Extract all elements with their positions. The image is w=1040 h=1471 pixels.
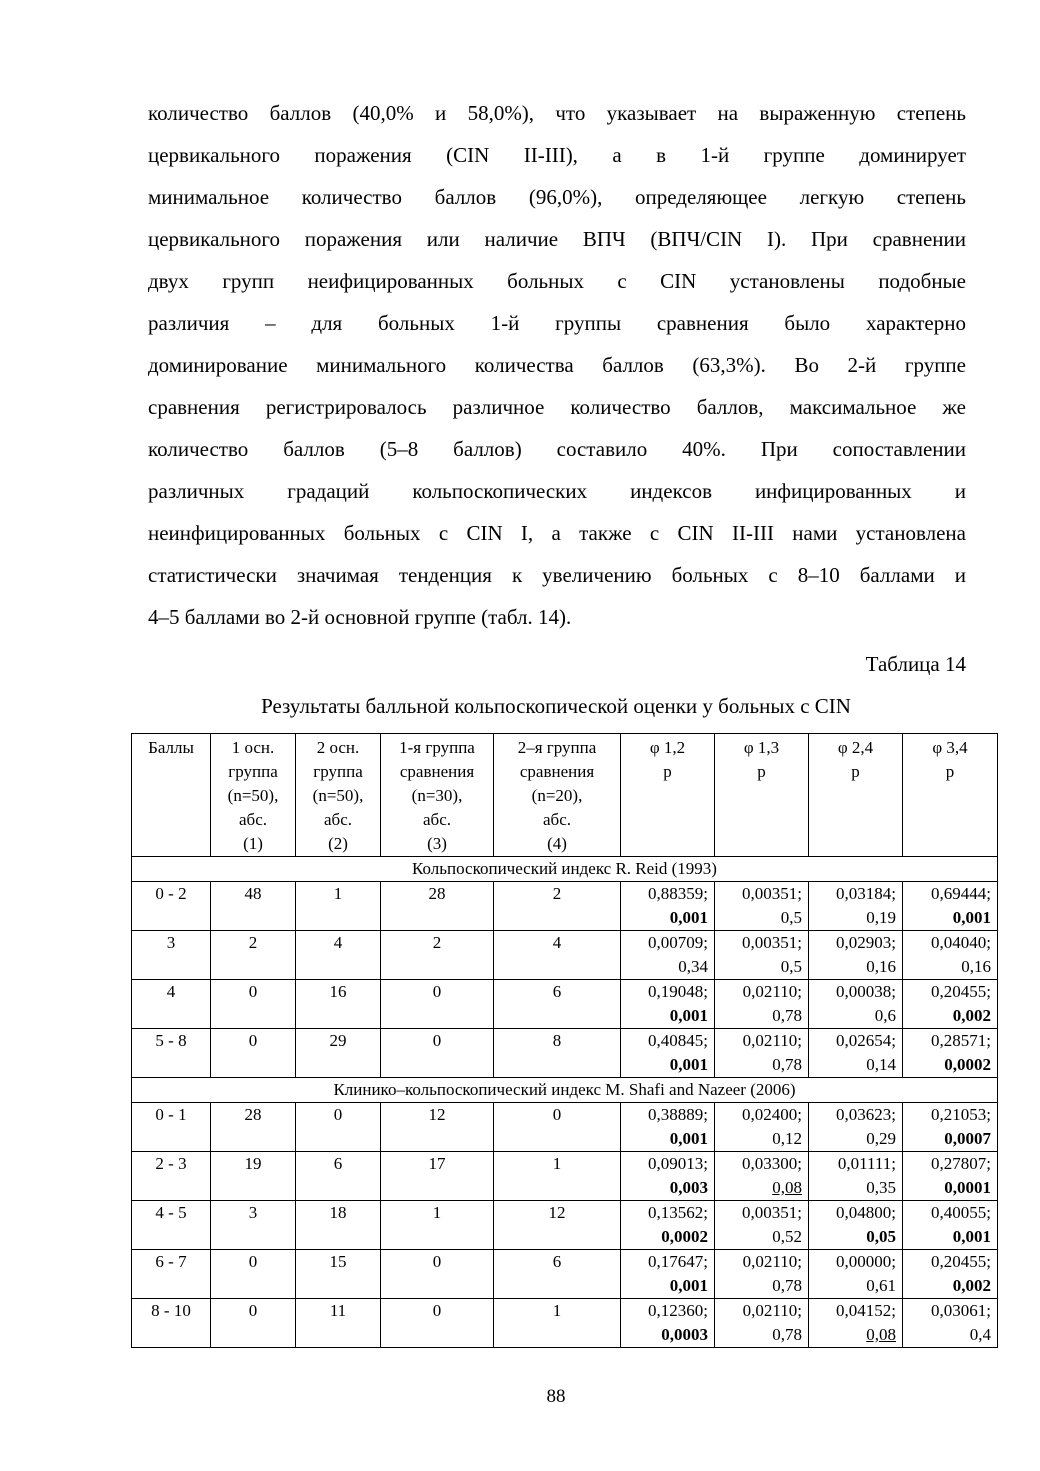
phi-value: 0,04040;	[931, 933, 991, 952]
count-cell: 6	[494, 1250, 621, 1299]
p-value: 0,52	[772, 1227, 802, 1246]
phi-cell	[903, 1152, 998, 1201]
paragraph-line: статистически значимая тенденция к увеличению больных с 8–10 баллами и	[148, 563, 966, 587]
count-cell: 0	[296, 1103, 381, 1152]
phi-value: 0,27807;	[931, 1154, 991, 1173]
phi-cell	[621, 1029, 715, 1078]
phi-value: 0,02654;	[836, 1031, 896, 1050]
column-header-line: (n=50),	[227, 786, 279, 805]
paragraph-line: доминирование минимального количества баллов (63,3%). Во 2-й группе	[148, 353, 966, 377]
phi-value: 0,03061;	[931, 1301, 991, 1320]
p-value: 0,002	[952, 1276, 991, 1295]
paragraph-line: различных градаций кольпоскопических индексов инфицированных и	[148, 479, 966, 503]
table-title: Результаты балльной кольпоскопической оценки у больных с CIN	[261, 694, 851, 718]
phi-value: 0,00351;	[742, 884, 802, 903]
phi-cell	[809, 931, 903, 980]
paragraph-line: двух групп неифицированных больных с CIN установлены подобные	[148, 269, 966, 293]
phi-cell	[715, 882, 809, 931]
phi-value: 0,02903;	[836, 933, 896, 952]
count-cell: 28	[381, 882, 494, 931]
phi-cell	[809, 1152, 903, 1201]
p-value: 0,5	[780, 908, 802, 927]
column-header-line: абс.	[543, 810, 571, 829]
table-row	[132, 1201, 998, 1250]
score-cell: 5 - 8	[132, 1029, 211, 1078]
p-value: 0,08	[866, 1325, 896, 1344]
column-header-line: абс.	[324, 810, 352, 829]
phi-value: 0,00709;	[648, 933, 708, 952]
column-header	[621, 734, 715, 857]
column-header	[132, 734, 211, 857]
column-header-line: (2)	[328, 834, 348, 853]
p-value: 0,0002	[944, 1055, 991, 1074]
column-header	[381, 734, 494, 857]
phi-cell	[715, 1299, 809, 1348]
phi-cell	[715, 1029, 809, 1078]
phi-cell	[715, 1103, 809, 1152]
p-value: 0,001	[669, 1006, 708, 1025]
column-header	[494, 734, 621, 857]
p-value: 0,001	[952, 908, 991, 927]
count-cell: 48	[211, 882, 296, 931]
count-cell: 0	[211, 1029, 296, 1078]
section-row	[132, 857, 998, 882]
column-header-line: 2–я группа	[517, 738, 597, 757]
phi-value: 0,03184;	[836, 884, 896, 903]
p-value: 0,0002	[661, 1227, 708, 1246]
column-header	[809, 734, 903, 857]
phi-cell	[903, 980, 998, 1029]
section-title: Кольпоскопический индекс R. Reid (1993)	[132, 857, 998, 882]
p-value: 0,78	[772, 1325, 802, 1344]
count-cell: 11	[296, 1299, 381, 1348]
score-cell: 0 - 2	[132, 882, 211, 931]
phi-value: 0,04800;	[836, 1203, 896, 1222]
count-cell: 1	[494, 1152, 621, 1201]
count-cell: 17	[381, 1152, 494, 1201]
paragraph-line: различия – для больных 1-й группы сравнения было характерно	[148, 311, 966, 335]
p-value: 0,16	[961, 957, 991, 976]
score-cell: 4	[132, 980, 211, 1029]
count-cell: 0	[211, 1250, 296, 1299]
phi-value: 0,17647;	[648, 1252, 708, 1271]
column-header-line: (1)	[243, 834, 263, 853]
count-cell: 19	[211, 1152, 296, 1201]
phi-cell	[903, 1201, 998, 1250]
table-row	[132, 882, 998, 931]
p-value: 0,4	[969, 1325, 991, 1344]
table-row	[132, 1299, 998, 1348]
count-cell: 0	[381, 1029, 494, 1078]
p-value: 0,78	[772, 1276, 802, 1295]
column-header-line: р	[757, 762, 766, 781]
p-value: 0,19	[866, 908, 896, 927]
count-cell: 2	[381, 931, 494, 980]
phi-cell	[809, 1029, 903, 1078]
p-value: 0,78	[772, 1055, 802, 1074]
paragraph-line: количество баллов (40,0% и 58,0%), что указывает на выраженную степень	[148, 101, 966, 125]
count-cell: 2	[211, 931, 296, 980]
phi-value: 0,00351;	[742, 933, 802, 952]
column-header	[903, 734, 998, 857]
count-cell: 1	[381, 1201, 494, 1250]
count-cell: 0	[381, 980, 494, 1029]
page-number: 88	[546, 1386, 566, 1407]
table-row	[132, 931, 998, 980]
phi-cell	[903, 1029, 998, 1078]
count-cell: 29	[296, 1029, 381, 1078]
phi-value: 0,12360;	[648, 1301, 708, 1320]
p-value: 0,34	[678, 957, 708, 976]
p-value: 0,001	[952, 1227, 991, 1246]
phi-value: 0,03623;	[836, 1105, 896, 1124]
phi-cell	[809, 1201, 903, 1250]
column-header	[715, 734, 809, 857]
phi-cell	[621, 1201, 715, 1250]
phi-cell	[621, 882, 715, 931]
phi-cell	[809, 1250, 903, 1299]
phi-value: 0,19048;	[648, 982, 708, 1001]
table-row	[132, 1103, 998, 1152]
phi-cell	[903, 1299, 998, 1348]
score-cell: 0 - 1	[132, 1103, 211, 1152]
phi-value: 0,02110;	[742, 982, 802, 1001]
score-cell: 8 - 10	[132, 1299, 211, 1348]
score-cell: 6 - 7	[132, 1250, 211, 1299]
count-cell: 12	[381, 1103, 494, 1152]
phi-cell	[621, 1299, 715, 1348]
paragraph-line: цервикального поражения или наличие ВПЧ (ВПЧ/CIN I). При сравнении	[148, 227, 966, 251]
count-cell: 0	[381, 1299, 494, 1348]
phi-cell	[903, 1103, 998, 1152]
phi-cell	[715, 1250, 809, 1299]
phi-cell	[621, 1250, 715, 1299]
count-cell: 8	[494, 1029, 621, 1078]
count-cell: 6	[296, 1152, 381, 1201]
phi-cell	[715, 1201, 809, 1250]
count-cell: 28	[211, 1103, 296, 1152]
p-value: 0,001	[669, 1055, 708, 1074]
phi-value: 0,00038;	[836, 982, 896, 1001]
p-value: 0,0001	[944, 1178, 991, 1197]
column-header-line: сравнения	[399, 762, 475, 781]
column-header-line: (3)	[427, 834, 447, 853]
table-row	[132, 1152, 998, 1201]
phi-value: 0,40845;	[648, 1031, 708, 1050]
phi-value: 0,21053;	[931, 1105, 991, 1124]
p-value: 0,14	[866, 1055, 896, 1074]
count-cell: 3	[211, 1201, 296, 1250]
column-header-line: сравнения	[519, 762, 595, 781]
phi-cell	[809, 882, 903, 931]
score-cell: 3	[132, 931, 211, 980]
count-cell: 12	[494, 1201, 621, 1250]
column-header-line: (n=50),	[312, 786, 364, 805]
table-row	[132, 1250, 998, 1299]
phi-value: 0,69444;	[931, 884, 991, 903]
column-header-line: р	[851, 762, 860, 781]
count-cell: 0	[211, 1299, 296, 1348]
table-row	[132, 980, 998, 1029]
section-title: Клинико–кольпоскопический индекс M. Shafi and Nazeer (2006)	[132, 1078, 998, 1103]
phi-value: 0,88359;	[648, 884, 708, 903]
p-value: 0,002	[952, 1006, 991, 1025]
column-header-line: φ 1,2	[649, 738, 686, 757]
count-cell: 16	[296, 980, 381, 1029]
phi-cell	[621, 1103, 715, 1152]
phi-value: 0,02110;	[742, 1301, 802, 1320]
phi-value: 0,28571;	[931, 1031, 991, 1050]
count-cell: 4	[494, 931, 621, 980]
column-header-line: 1 осн.	[231, 738, 275, 757]
count-cell: 0	[381, 1250, 494, 1299]
p-value: 0,001	[669, 908, 708, 927]
column-header	[211, 734, 296, 857]
p-value: 0,35	[866, 1178, 896, 1197]
column-header-line: (n=20),	[531, 786, 583, 805]
table-label: Таблица 14	[865, 652, 966, 676]
p-value: 0,001	[669, 1129, 708, 1148]
count-cell: 1	[296, 882, 381, 931]
p-value: 0,6	[874, 1006, 896, 1025]
paragraph-line: цервикального поражения (CIN II-III), а в 1-й группе доминирует	[148, 143, 966, 167]
count-cell: 6	[494, 980, 621, 1029]
score-cell: 4 - 5	[132, 1201, 211, 1250]
phi-cell	[715, 980, 809, 1029]
p-value: 0,001	[669, 1276, 708, 1295]
phi-value: 0,09013;	[648, 1154, 708, 1173]
count-cell: 18	[296, 1201, 381, 1250]
phi-cell	[903, 1250, 998, 1299]
column-header-line: (4)	[547, 834, 567, 853]
p-value: 0,16	[866, 957, 896, 976]
phi-cell	[809, 1299, 903, 1348]
paragraph-line: сравнения регистрировалось различное количество баллов, максимальное же	[148, 395, 966, 419]
p-value: 0,29	[866, 1129, 896, 1148]
table-row	[132, 1029, 998, 1078]
column-header-line: φ 2,4	[837, 738, 874, 757]
p-value: 0,12	[772, 1129, 802, 1148]
phi-value: 0,02110;	[742, 1252, 802, 1271]
p-value: 0,61	[866, 1276, 896, 1295]
count-cell: 2	[494, 882, 621, 931]
phi-cell	[903, 882, 998, 931]
p-value: 0,78	[772, 1006, 802, 1025]
column-header-line: φ 3,4	[932, 738, 968, 757]
phi-cell	[903, 931, 998, 980]
p-value: 0,0007	[944, 1129, 991, 1148]
p-value: 0,08	[772, 1178, 802, 1197]
column-header-line: Баллы	[148, 738, 194, 757]
body-paragraph	[148, 92, 966, 638]
paragraph-line: неинфицированных больных с CIN I, а также с CIN II-III нами установлена	[148, 521, 966, 545]
table-header-row	[132, 734, 998, 857]
phi-value: 0,00000;	[836, 1252, 896, 1271]
phi-cell	[809, 980, 903, 1029]
count-cell: 4	[296, 931, 381, 980]
p-value: 0,05	[866, 1227, 896, 1246]
phi-value: 0,02110;	[742, 1031, 802, 1050]
phi-value: 0,20455;	[931, 982, 991, 1001]
column-header-line: φ 1,3	[743, 738, 780, 757]
phi-cell	[809, 1103, 903, 1152]
paragraph-line: 4–5 баллами во 2-й основной группе (табл. 14).	[148, 605, 572, 629]
section-row	[132, 1078, 998, 1103]
column-header-line: (n=30),	[411, 786, 463, 805]
phi-value: 0,03300;	[742, 1154, 802, 1173]
column-header-line: 1-я группа	[399, 738, 475, 757]
column-header-line: р	[663, 762, 672, 781]
phi-value: 0,13562;	[648, 1203, 708, 1222]
phi-value: 0,20455;	[931, 1252, 991, 1271]
p-value: 0,5	[780, 957, 802, 976]
paragraph-line: количество баллов (5–8 баллов) составило 40%. При сопоставлении	[148, 437, 966, 461]
phi-value: 0,40055;	[931, 1203, 991, 1222]
phi-value: 0,38889;	[648, 1105, 708, 1124]
p-value: 0,003	[669, 1178, 708, 1197]
phi-value: 0,02400;	[742, 1105, 802, 1124]
phi-value: 0,00351;	[742, 1203, 802, 1222]
phi-cell	[715, 1152, 809, 1201]
phi-cell	[621, 1152, 715, 1201]
score-cell: 2 - 3	[132, 1152, 211, 1201]
paragraph-line: минимальное количество баллов (96,0%), определяющее легкую степень	[148, 185, 966, 209]
column-header-line: 2 осн.	[316, 738, 360, 757]
column-header-line: р	[945, 762, 955, 781]
count-cell: 0	[494, 1103, 621, 1152]
p-value: 0,0003	[661, 1325, 708, 1344]
column-header-line: абс.	[239, 810, 267, 829]
phi-value: 0,01111;	[837, 1154, 896, 1173]
phi-cell	[621, 931, 715, 980]
column-header	[296, 734, 381, 857]
count-cell: 15	[296, 1250, 381, 1299]
column-header-line: группа	[228, 762, 278, 781]
column-header-line: абс.	[423, 810, 451, 829]
count-cell: 1	[494, 1299, 621, 1348]
phi-value: 0,04152;	[836, 1301, 896, 1320]
column-header-line: группа	[313, 762, 363, 781]
results-table	[131, 733, 998, 1348]
count-cell: 0	[211, 980, 296, 1029]
phi-cell	[621, 980, 715, 1029]
phi-cell	[715, 931, 809, 980]
